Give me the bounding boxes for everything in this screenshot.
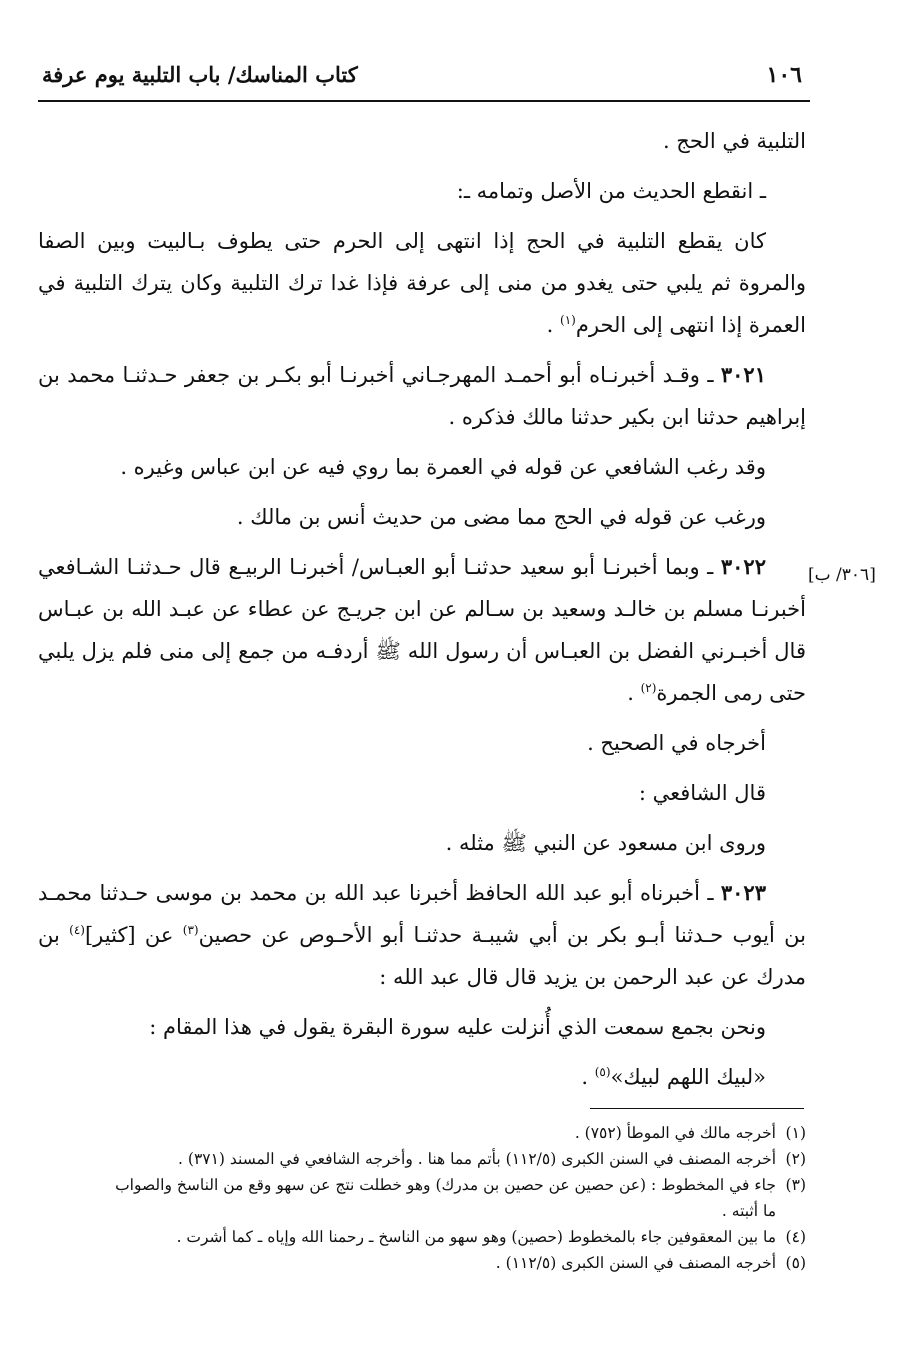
paragraph: ونحن بجمع سمعت الذي أُنزلت عليه سورة البقرة يقول في هذا المقام : <box>149 1015 766 1039</box>
hadith-3023: ٣٠٢٣ ـ أخبرناه أبو عبد الله الحافظ أخبرنا عبد الله بن محمد بن موسى حـدثنا محمـد بن أيوب حـدثنا أبـو بكر بن أبي شيبـة حدثنـا أبو الأحـوص عن حصين$^{(٣)}$ عن [كثير]$^{(٤)}$ بن مدرك عن عبد الرحمن بن يزيد قال قال عبد الله : <box>38 880 806 989</box>
paragraph: وروى ابن مسعود عن النبي ﷺ مثله . <box>445 831 766 855</box>
hadith-3022: ٣٠٢٢ ـ وبما أخبرنـا أبو سعيد حدثنـا أبو العبـاس/ أخبرنـا الربيـع قال حـدثنـا الشـافعي أخبرنـا مسلم بن خالـد وسعيد بن سـالم عن ابن جريـج عن عطاء عن عبـد الله بن عبـاس قال أخبـرني الفضل بن العبـاس أن رسول الله ﷺ أردفـه من جمع إلى منى فلم يزل يلبي حتى رمى الجمرة$^{(٢)}$ . <box>38 554 806 705</box>
paragraph: أخرجاه في الصحيح . <box>587 731 766 755</box>
paragraph: «لبيك اللهم لبيك»$^{(٥)}$ . <box>581 1065 766 1089</box>
footnote-ref[interactable]: (٤) <box>69 923 85 937</box>
footnote: (٤)ما بين المعقوفين جاء بالمخطوط (حصين) وهو سهو من الناسخ ـ رحمنا الله وإياه ـ كما أشرت . <box>176 1228 806 1246</box>
footnote-ref[interactable]: (٥) <box>594 1065 611 1079</box>
footnote-continuation: ما أثبته . <box>721 1202 776 1220</box>
hadith-3021: ٣٠٢١ ـ وقـد أخبرنـاه أبو أحمـد المهرجـاني أخبرنـا أبو بكـر بن جعفر حـدثنـا محمد بن إبراهيم حدثنا ابن بكير حدثنا مالك فذكره . <box>38 362 806 429</box>
hadith-number: ٣٠٢٣ <box>720 880 766 905</box>
running-title: كتاب المناسك/ باب التلبية يوم عرفة <box>42 62 358 87</box>
paragraph: كان يقطع التلبية في الحج إذا انتهى إلى الحرم حتى يطوف بـالبيت وبين الصفا والمروة ثم يلبي حتى يغدو من منى إلى عرفة فإذا غدا ترك التلبية وكان يترك التلبية في العمرة إذا انتهى إلى الحرم$^{(١)}$ . <box>38 229 806 337</box>
paragraph: وقد رغب الشافعي عن قوله في العمرة بما روي فيه عن ابن عباس وغيره . <box>120 455 766 479</box>
hadith-number: ٣٠٢٢ <box>720 554 766 579</box>
page-number: ١٠٦ <box>766 62 802 88</box>
page-header <box>38 56 810 102</box>
footnote-ref[interactable]: (١) <box>560 313 576 327</box>
footnote: (٥)أخرجه المصنف في السنن الكبرى (١١٢/٥) . <box>495 1254 806 1272</box>
footnote-ref[interactable]: (٢) <box>640 681 657 695</box>
paragraph: التلبية في الحج . <box>662 129 806 153</box>
main-text <box>38 120 806 1106</box>
footnote: (١)أخرجه مالك في الموطأ (٧٥٢) . <box>574 1124 806 1142</box>
footnote: (٢)أخرجه المصنف في السنن الكبرى (١١٢/٥) بأتم مما هنا . وأخرجه الشافعي في المسند (٣٧١) . <box>178 1150 806 1168</box>
footnote-ref[interactable]: (٣) <box>182 923 199 937</box>
hadith-number: ٣٠٢١ <box>720 362 766 387</box>
footnotes <box>38 1120 806 1276</box>
paragraph: قال الشافعي : <box>638 781 766 805</box>
margin-folio-note: [٣٠٦/ ب] <box>808 565 876 585</box>
paragraph: ـ انقطع الحديث من الأصل وتمامه ـ: <box>456 179 766 203</box>
footnote-divider <box>590 1108 804 1109</box>
footnote: (٣)جاء في المخطوط : (عن حصين عن حصين بن مدرك) وهو خطلت نتج عن سهو وقع من الناسخ والصواب <box>115 1176 806 1194</box>
paragraph: ورغب عن قوله في الحج مما مضى من حديث أنس بن مالك . <box>236 505 766 529</box>
